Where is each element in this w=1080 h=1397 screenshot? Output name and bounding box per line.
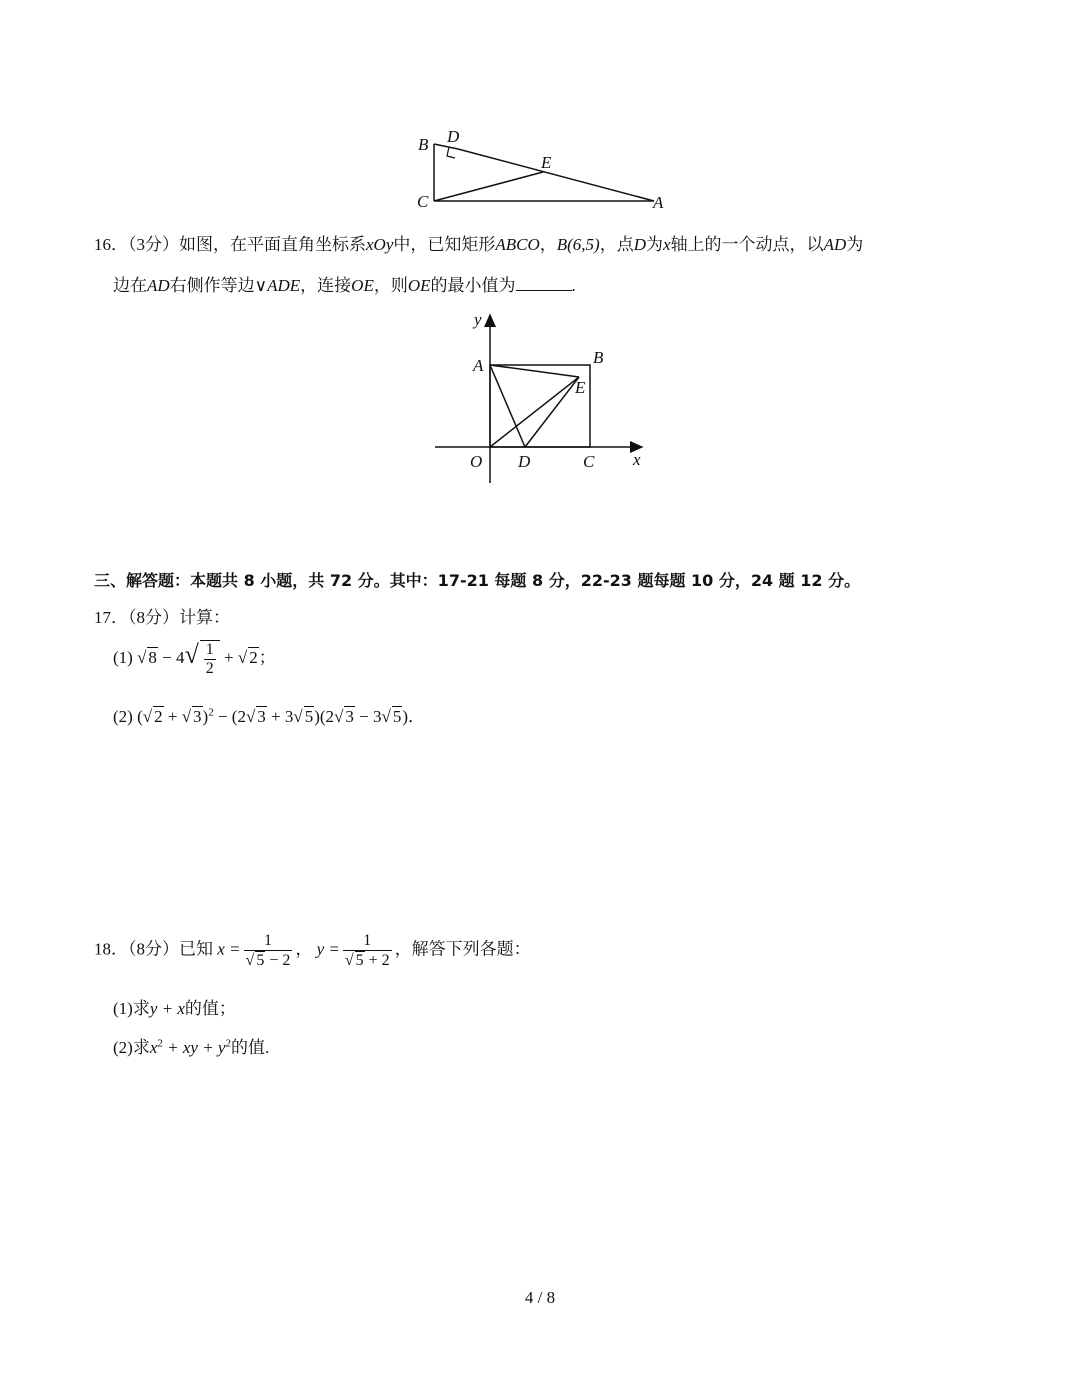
label-b: B (593, 348, 604, 367)
q16-seg-ad: AD (823, 235, 847, 254)
punct: ； (258, 648, 276, 667)
radicand: 8 (148, 648, 157, 667)
q17-prompt: 计算： (179, 608, 230, 627)
section-heading: 三、解答题：本题共 8 小题，共 72 分。其中：17-21 每题 8 分，22-23 题每题 10 分，24 题 12 分。 (94, 571, 861, 590)
sqrt-8: √ 8 (137, 648, 157, 667)
label-a: A (473, 356, 484, 375)
q16-text: 为 (646, 235, 664, 254)
q18-text: 的值； (184, 999, 236, 1018)
exponent: 2 (225, 1037, 231, 1050)
q18-text: 的值. (230, 1038, 270, 1057)
label-o: O (470, 452, 483, 471)
radicand: 3 (345, 707, 354, 726)
q16-score: （3分） (128, 235, 179, 254)
punct: )． (402, 707, 426, 726)
sqrt-5: √ 5 (381, 707, 402, 726)
q18-part2 (113, 1033, 269, 1058)
q17-title (94, 603, 230, 628)
q16-triangle: ∨ADE (254, 276, 301, 295)
q16-point-b: B(6,5) (556, 235, 600, 254)
part-label: (2)求 (113, 1038, 150, 1057)
q16-text: ，连接 (300, 276, 352, 295)
q16-line1 (94, 230, 863, 255)
q18-score: （8分） (128, 939, 179, 959)
coordinate-figure (430, 305, 660, 490)
q16-seg-ad-2: AD (147, 276, 170, 295)
expression: + xy + y (162, 1038, 226, 1057)
q16-text: 右侧作等边 (169, 276, 255, 295)
page-number: 4 / 8 (524, 1288, 556, 1307)
expression: x (149, 1038, 158, 1057)
sqrt-3: √ 3 (181, 707, 202, 726)
q17-score: （8分） (128, 608, 179, 627)
exponent: 2 (157, 1037, 163, 1050)
q16-text: 如图，在平面直角坐标系 (179, 235, 366, 254)
part-label: (1)求 (113, 999, 150, 1018)
operator: + (219, 648, 238, 667)
radicand: 5 (355, 951, 364, 969)
paren: ( (137, 707, 143, 726)
q16-text: 中，已知矩形 (393, 235, 496, 254)
q16-point-d: D (633, 235, 647, 254)
q17-part2 (113, 702, 425, 727)
operator: − 3 (354, 707, 382, 726)
frac-den: √ 5 + 2 (344, 951, 390, 969)
sqrt-2: √ 2 (142, 707, 163, 726)
segment-oe (490, 377, 579, 447)
frac-num: 1 (244, 932, 293, 951)
q16-number: 16． (94, 235, 128, 254)
frac-den: 2 (205, 659, 214, 677)
x-fraction (244, 932, 293, 969)
x-equals: x = (217, 939, 241, 959)
den-rest: − 2 (265, 951, 291, 969)
operator: )(2 (314, 707, 335, 726)
part-label: (2) (113, 707, 133, 726)
q16-text: ， (539, 235, 557, 254)
frac-num: 1 (205, 641, 214, 658)
expression: y + x (149, 999, 185, 1018)
q16-text: 的最小值为 (430, 276, 516, 295)
label-a: A (653, 193, 664, 212)
q18-text: ，解答下列各题： (394, 939, 531, 959)
q16-coord-sys: xOy (366, 235, 394, 254)
label-e: E (541, 153, 552, 172)
q16-text: ，则 (373, 276, 408, 295)
q17-part1 (113, 640, 276, 677)
q16-text: ，点 (599, 235, 634, 254)
y-equals: y = (316, 939, 340, 959)
radicand: 5 (304, 707, 314, 726)
q16-text: . (571, 276, 576, 295)
label-b: B (418, 135, 429, 154)
label-e: E (575, 378, 586, 397)
sqrt-2: √ 2 (237, 648, 258, 667)
answer-blank[interactable] (516, 276, 572, 291)
operator: + 3 (266, 707, 294, 726)
label-d: D (447, 127, 460, 146)
q16-seg-oe-2: OE (407, 276, 431, 295)
label-c: C (583, 452, 595, 471)
q16-rect-name: ABCO (495, 235, 540, 254)
segment-ae (490, 365, 579, 377)
den-rest: + 2 (364, 951, 390, 969)
sqrt-3: √ 3 (334, 707, 354, 726)
segment-ce (434, 172, 543, 201)
exponent: 2 (208, 706, 214, 719)
q18-number: 18． (94, 939, 128, 959)
q18-title (94, 932, 531, 969)
sqrt-3: √ 3 (245, 707, 266, 726)
triangle-figure (410, 125, 680, 215)
operator: − (2 (213, 707, 246, 726)
q17-number: 17． (94, 608, 128, 627)
label-x: x (633, 450, 641, 469)
q16-text: 边在 (113, 276, 147, 295)
radicand: 3 (193, 707, 202, 726)
frac-num: 1 (343, 932, 392, 951)
paren: ) (202, 707, 209, 726)
q16-text: 为 (846, 235, 864, 254)
segment-ad (490, 365, 525, 447)
radicand: 2 (249, 648, 258, 667)
q16-x-var: x (663, 235, 671, 254)
q18-text: 已知 (179, 939, 213, 959)
radicand: 5 (392, 707, 402, 726)
y-fraction (343, 932, 392, 969)
operator: + (163, 707, 182, 726)
radicand: 3 (257, 707, 266, 726)
label-c: C (417, 192, 429, 211)
q16-line2 (113, 271, 576, 296)
q18-part1 (113, 994, 236, 1019)
label-d: D (518, 452, 531, 471)
operator: − 4 (157, 648, 185, 667)
q16-text: 轴上的一个动点，以 (670, 235, 824, 254)
radicand: 2 (154, 707, 163, 726)
sqrt-half: √ $\frac{1}{2}$ (185, 640, 220, 677)
frac-den: √ 5 − 2 (245, 951, 291, 969)
segment-de (525, 377, 579, 447)
sqrt-5: √ 5 (293, 707, 314, 726)
segment-da (458, 149, 654, 201)
punct: ， (295, 939, 313, 959)
radicand: 5 (256, 951, 265, 969)
q16-seg-oe: OE (351, 276, 374, 295)
label-y: y (474, 310, 482, 329)
part-label: (1) (113, 648, 133, 667)
